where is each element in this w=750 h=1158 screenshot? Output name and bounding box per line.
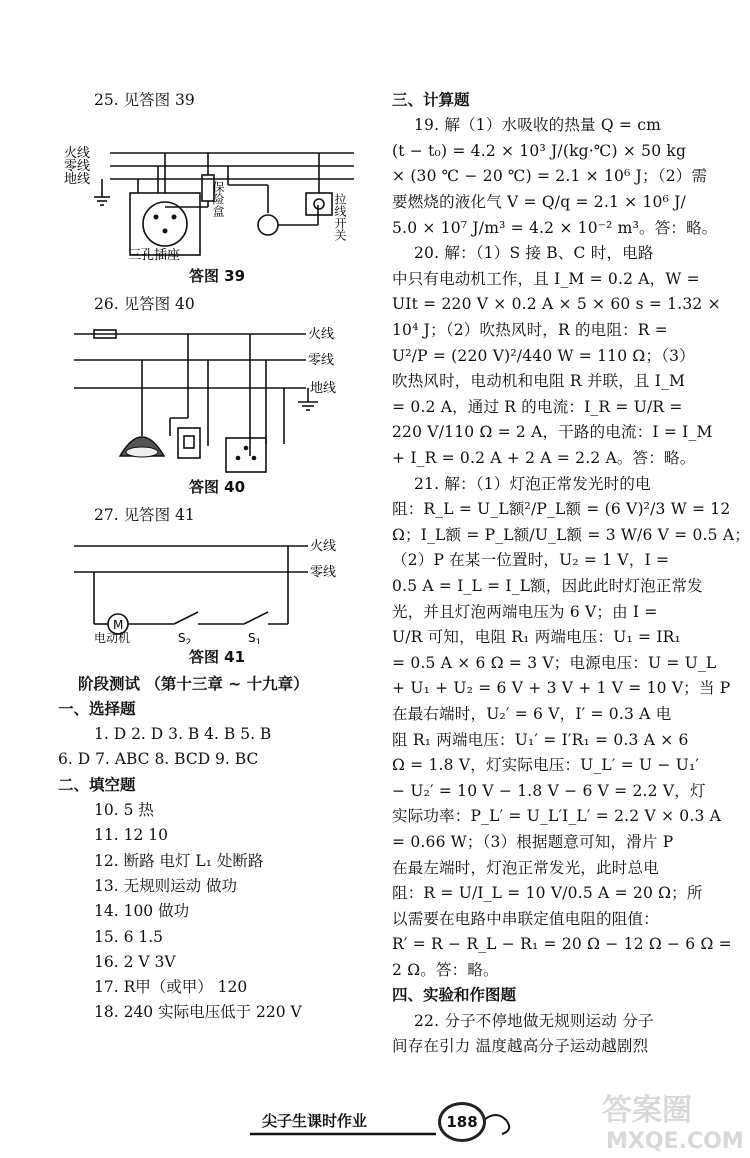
label-ground-40: 地线 xyxy=(310,380,337,396)
calc-line: = 0.2 A，通过 R 的电流：I_R = U/R = xyxy=(392,397,683,416)
circuit-diagram-39 xyxy=(58,113,376,263)
fill-item: 14. 100 做功 xyxy=(94,902,190,921)
calc-line: （2）P 在某一位置时，U₂ = 1 V，I = xyxy=(392,551,670,570)
calc-line: 在最左端时，灯泡正常发光，此时总电 xyxy=(392,858,659,877)
circuit-diagram-40 xyxy=(58,318,376,474)
motor-symbol: M xyxy=(113,617,124,632)
right-column xyxy=(392,88,750,1060)
exp-heading: 四、实验和作图题 xyxy=(392,986,517,1005)
circuit-diagram-41 xyxy=(58,528,376,644)
fill-item: 12. 断路 电灯 L₁ 处断路 xyxy=(94,851,264,870)
calc-line: UIt = 220 V × 0.2 A × 5 × 60 s = 1.32 × xyxy=(392,295,721,314)
switch-s2 xyxy=(174,612,198,624)
socket-face xyxy=(143,202,187,246)
calc-line: 10⁴ J；（2）吹热风时，R 的电阻：R = xyxy=(392,321,668,340)
switch-box xyxy=(178,428,200,458)
calc-line: 20. 解：（1）S 接 B、C 时，电路 xyxy=(414,244,654,263)
calc-line: 要燃烧的液化气 V = Q/q = 2.1 × 10⁶ J/ xyxy=(392,193,686,212)
exp-line: 22. 分子不停地做无规则运动 分子 xyxy=(414,1011,654,1030)
fill-item: 10. 5 热 xyxy=(94,801,154,820)
choice-row-1: 1. D 2. D 3. B 4. B 5. B xyxy=(94,725,272,744)
label-neutral: 零线 xyxy=(64,159,91,175)
label-ground: 地线 xyxy=(64,172,91,188)
calc-line: U/R 可知，电阻 R₁ 两端电压：U₁ = IR₁ xyxy=(392,628,681,647)
label-live-41: 火线 xyxy=(310,538,337,554)
label-live: 火线 xyxy=(64,146,91,162)
calc-line: + U₁ + U₂ = 6 V + 3 V + 1 V = 10 V；当 P xyxy=(392,679,731,698)
left-column xyxy=(58,88,376,1026)
watermark xyxy=(598,1086,748,1156)
fill-item: 11. 12 10 xyxy=(94,826,168,845)
calc-line: + I_R = 0.2 A + 2 A = 2.2 A。答：略。 xyxy=(392,449,696,468)
calc-line: Ω；I_L额 = P_L额/U_L额 = 3 W/6 V = 0.5 A； xyxy=(392,525,750,544)
calc-line: 吹热风时，电动机和电阻 R 并联，且 I_M xyxy=(392,372,686,391)
choice-row-2: 6. D 7. ABC 8. BCD 9. BC xyxy=(58,750,259,769)
calc-line: 阻：R_L = U_L额²/P_L额 = (6 V)²/3 W = 12 xyxy=(392,500,731,519)
calc-line: U²/P = (220 V)²/440 W = 110 Ω；（3） xyxy=(392,346,695,365)
calc-line: 5.0 × 10⁷ J/m³ = 4.2 × 10⁻² m³。答：略。 xyxy=(392,218,718,237)
page-number: 188 xyxy=(438,1102,486,1142)
fill-item: 17. R甲（或甲） 120 xyxy=(94,978,248,997)
footer-title: 尖子生课时作业 xyxy=(262,1112,368,1130)
q27-title: 27. 见答图 41 xyxy=(94,505,195,524)
calc-line: × (30 ℃ − 20 ℃) = 2.1 × 10⁶ J；（2）需 xyxy=(392,167,708,186)
caption-41: 答图 41 xyxy=(188,647,246,666)
label-live-40: 火线 xyxy=(308,326,335,342)
calc-line: − U₂′ = 10 V − 1.8 V − 6 V = 2.2 V，灯 xyxy=(392,781,706,800)
calc-line: = 0.66 W；（3）根据题意可知，滑片 P xyxy=(392,832,674,851)
calc-line: 在最右端时，U₂′ = 6 V，I′ = 0.3 A 电 xyxy=(392,704,672,723)
pull-switch xyxy=(306,193,332,215)
watermark-line2: MXQE.COM xyxy=(606,1129,744,1154)
calc-line: 阻：R = U/I_L = 10 V/0.5 A = 20 Ω；所 xyxy=(392,884,703,903)
calc-line: 19. 解（1）水吸收的热量 Q = cm xyxy=(414,116,661,135)
calc-line: 21. 解：（1）灯泡正常发光时的电 xyxy=(414,474,651,493)
calc-line: 0.5 A = I_L = I_L额，因此此时灯泡正常发 xyxy=(392,576,703,595)
switch-s1 xyxy=(244,612,268,624)
footer xyxy=(240,1108,580,1148)
calc-line: Ω = 1.8 V，灯实际电压：U_L′ = U − U₁′ xyxy=(392,756,700,775)
calc-line: 2 Ω。答：略。 xyxy=(392,960,499,979)
fill-item: 15. 6 1.5 xyxy=(94,927,164,946)
fill-item: 16. 2 V 3V xyxy=(94,952,176,971)
calc-line: 阻 R₁ 两端电压：U₁′ = I′R₁ = 0.3 A × 6 xyxy=(392,730,689,749)
calc-line: 光，并且灯泡两端电压为 6 V；由 I = xyxy=(392,602,658,621)
stage-test-title: 阶段测试 （第十三章 ~ 十九章） xyxy=(78,674,309,693)
q26-title: 26. 见答图 40 xyxy=(94,295,195,314)
calc-line: = 0.5 A × 6 Ω = 3 V；电源电压：U = U_L xyxy=(392,653,717,672)
choice-heading: 一、选择题 xyxy=(58,699,136,718)
q25-title: 25. 见答图 39 xyxy=(94,91,195,109)
calc-line: R′ = R − R_L − R₁ = 20 Ω − 12 Ω − 6 Ω = xyxy=(392,935,732,954)
label-switch: 拉线开关 xyxy=(333,193,347,242)
caption-39: 答图 39 xyxy=(188,267,246,286)
calc-line: 以需要在电路中串联定值电阻的阻值： xyxy=(392,909,659,928)
label-fuse-box: 保险盒 xyxy=(211,181,225,218)
calc-line: 中只有电动机工作，且 I_M = 0.2 A，W = xyxy=(392,269,700,288)
label-s1: $S_1$ xyxy=(248,630,262,644)
label-motor: 电动机 xyxy=(94,630,131,644)
caption-40: 答图 40 xyxy=(188,477,246,496)
calc-line: 220 V/110 Ω = 2 A，干路的电流：I = I_M xyxy=(392,423,713,442)
watermark-line1: 答案圈 xyxy=(602,1093,692,1128)
calc-heading: 三、计算题 xyxy=(392,91,470,109)
exp-line: 间存在引力 温度越高分子运动越剧烈 xyxy=(392,1037,649,1056)
fill-item: 18. 240 实际电压低于 220 V xyxy=(94,1003,302,1022)
socket-40 xyxy=(226,438,266,472)
label-neutral-40: 零线 xyxy=(308,352,335,368)
calc-line: (t − t₀) = 4.2 × 10³ J/(kg·℃) × 50 kg xyxy=(392,141,687,160)
calc-line: 实际功率：P_L′ = U_L′I_L′ = 2.2 V × 0.3 A xyxy=(392,807,722,826)
fill-item: 13. 无规则运动 做功 xyxy=(94,876,238,895)
label-socket: 三孔插座 xyxy=(128,248,181,264)
label-neutral-41: 零线 xyxy=(310,564,337,580)
label-s2: $S_2$ xyxy=(178,630,192,644)
fill-heading: 二、填空题 xyxy=(58,775,136,794)
lamp-bulb xyxy=(258,215,278,235)
